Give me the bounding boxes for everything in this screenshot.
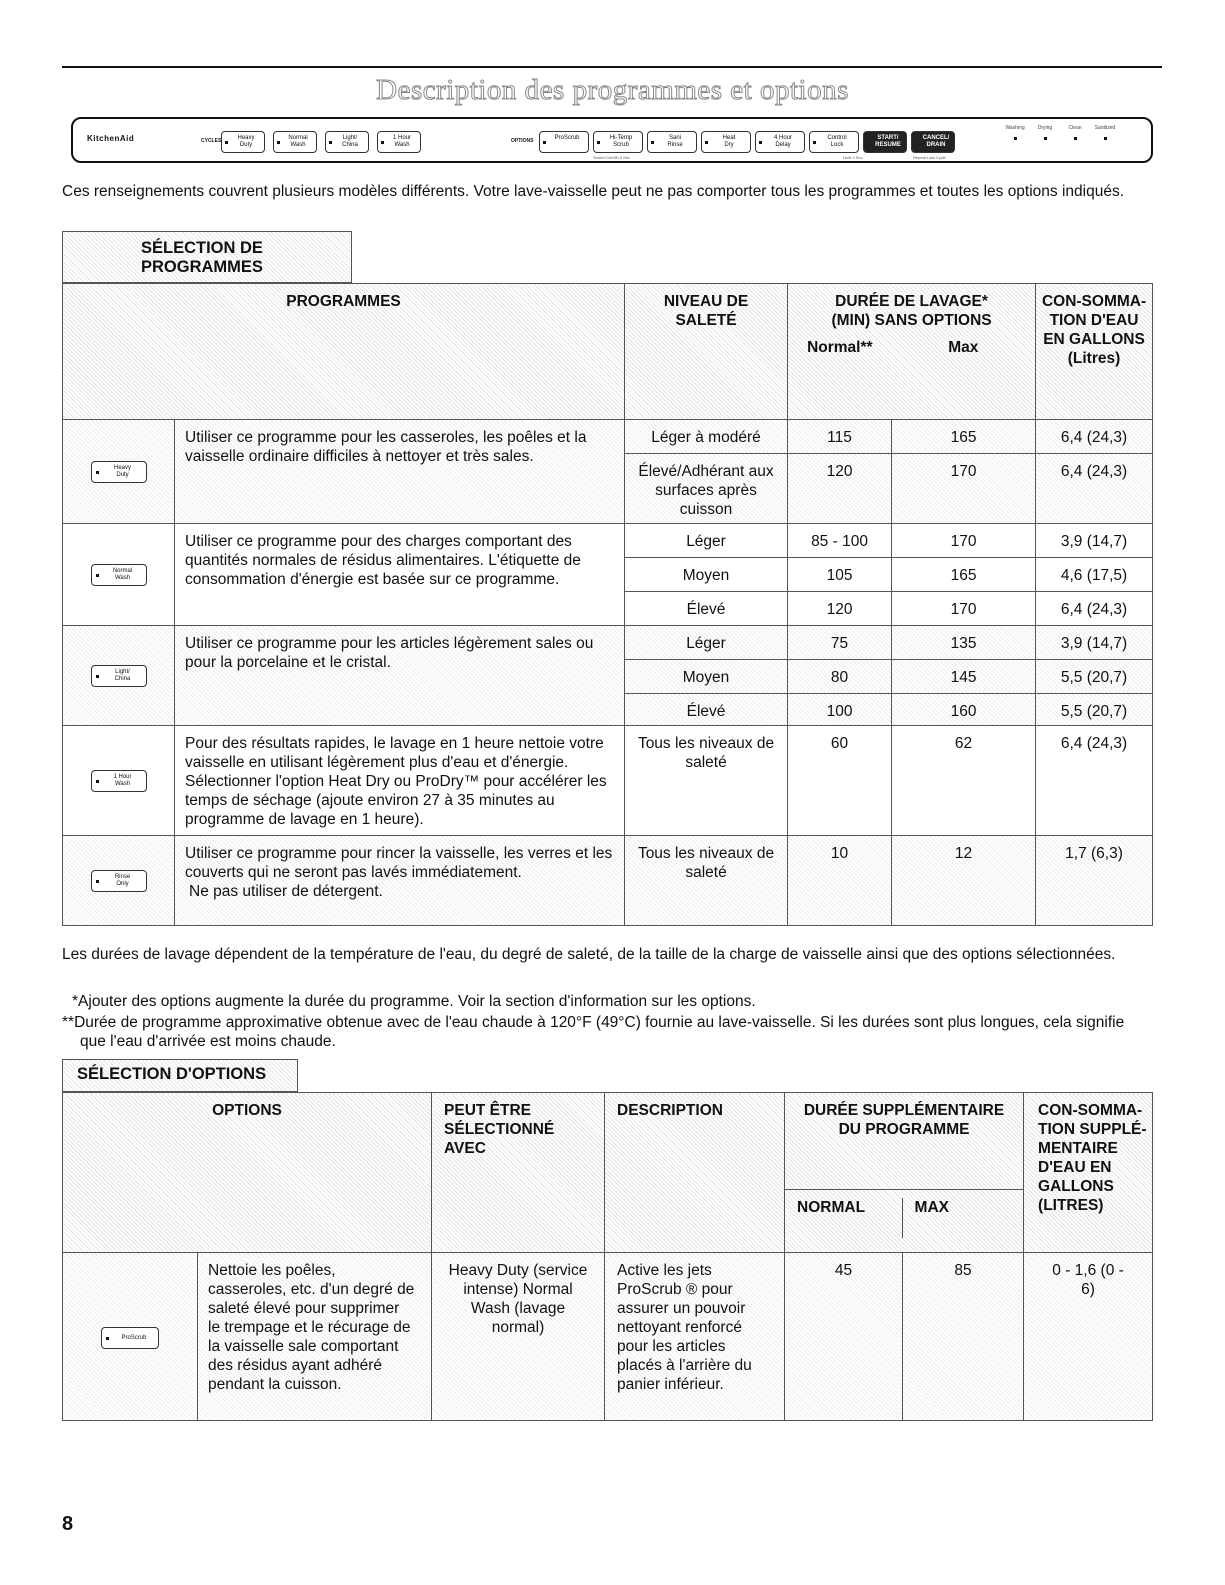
panel-button-cycle: Normal Wash: [273, 131, 317, 153]
soil-level: Moyen: [625, 558, 788, 592]
cycle-description: Utiliser ce programme pour des charges comportant des quantités normales de résidus alimentaires. L'étiquette de consommation d'énergie est basée sur ce programme.: [175, 524, 625, 626]
cycle-icon-cell: [63, 524, 175, 626]
extra-water-consumption: 0 - 1,6 (0 - 6): [1024, 1253, 1153, 1421]
intro-text: Ces renseignements couvrent plusieurs modèles différents. Votre lave-vaisselle peut ne pas comporter tous les programmes et toutes les options indiqués.: [62, 183, 1125, 200]
duration-normal: 100: [788, 694, 892, 726]
header-max: MAX: [914, 1199, 949, 1216]
indicator-light: [1044, 137, 1047, 140]
option-icon-cell: [63, 1253, 198, 1421]
indicator-label: Washing: [1005, 125, 1025, 131]
soil-level: Tous les niveaux de saleté: [625, 836, 788, 926]
panel-button-option: ProScrub: [539, 131, 589, 153]
duration-max: 165: [892, 420, 1036, 454]
water-consumption: 6,4 (24,3): [1036, 726, 1153, 836]
duration-max: 12: [892, 836, 1036, 926]
panel-sublabel: Sound On/Off=3 Sec: [593, 155, 630, 160]
cycle-description: Utiliser ce programme pour rincer la vaisselle, les verres et les couverts qui ne seront pas lavés immédiatement. Ne pas utiliser de détergent.: [175, 836, 625, 926]
header-peut-etre-selectionne: PEUT ÊTRE SÉLECTIONNÉ AVEC: [432, 1093, 605, 1253]
top-rule: [62, 66, 1162, 68]
soil-level: Moyen: [625, 660, 788, 694]
cycle-button-icon: 1 Hour Wash: [91, 770, 147, 792]
water-consumption: 5,5 (20,7): [1036, 694, 1153, 726]
soil-level: Élevé: [625, 694, 788, 726]
cycle-button-icon: Normal Wash: [91, 564, 147, 586]
duration-max: 135: [892, 626, 1036, 660]
duration-normal: 75: [788, 626, 892, 660]
cycles-section-title: SÉLECTION DE PROGRAMMES: [62, 231, 352, 283]
duration-max: 165: [892, 558, 1036, 592]
header-options: OPTIONS: [63, 1093, 432, 1253]
cycle-description: Utiliser ce programme pour les articles légèrement sales ou pour la porcelaine et le cristal.: [175, 626, 625, 726]
panel-button-option: Heat Dry: [701, 131, 751, 153]
header-programmes: PROGRAMMES: [63, 284, 625, 420]
duration-max: 62: [892, 726, 1036, 836]
option-button-icon: ProScrub: [101, 1327, 159, 1349]
cycle-button-icon: Heavy Duty: [91, 461, 147, 483]
panel-button-cycle: 1 Hour Wash: [377, 131, 421, 153]
cycles-label: CYCLES: [201, 138, 222, 144]
panel-button-option: Control Lock: [809, 131, 859, 153]
page-title: Description des programmes et options: [376, 74, 849, 106]
soil-level: Élevé/Adhérant aux surfaces après cuisson: [625, 454, 788, 524]
water-consumption: 4,6 (17,5): [1036, 558, 1153, 592]
indicator-label: Drying: [1037, 125, 1053, 131]
header-duree-supplementaire: DURÉE SUPPLÉMENTAIRE DU PROGRAMME NORMAL MAX: [785, 1093, 1024, 1253]
panel-sublabel: Repeat Last Cycle: [913, 155, 946, 160]
soil-level: Léger: [625, 524, 788, 558]
duration-normal: 105: [788, 558, 892, 592]
panel-button-start: START/ RESUME: [863, 131, 907, 153]
water-consumption: 5,5 (20,7): [1036, 660, 1153, 694]
cycle-description-note: Ne pas utiliser de détergent.: [189, 883, 383, 900]
duration-max: 160: [892, 694, 1036, 726]
panel-button-option: Sani Rinse: [647, 131, 697, 153]
panel-button-option: 4 Hour Delay: [755, 131, 805, 153]
cycle-icon-cell: [63, 626, 175, 726]
header-normal: NORMAL: [785, 1198, 903, 1238]
header-consommation: CON-SOMMA-TION D'EAU EN GALLONS (Litres): [1036, 284, 1153, 420]
duration-normal: 120: [788, 592, 892, 626]
note-options: *Ajouter des options augmente la durée du programme. Voir la section d'information sur les options.: [72, 993, 756, 1010]
control-panel-illustration: [71, 117, 1153, 163]
water-consumption: 1,7 (6,3): [1036, 836, 1153, 926]
cycle-icon-cell: [63, 836, 175, 926]
duration-normal: 60: [788, 726, 892, 836]
cycle-description: Pour des résultats rapides, le lavage en 1 heure nettoie votre vaisselle en utilisant légèrement plus d'eau et d'énergie. Sélectionner l'option Heat Dry ou ProDry™ pour accélérer les temps de séchage (ajoute environ 27 à 35 minutes au programme de lavage en 1 heure).: [175, 726, 625, 836]
panel-button-cycle: Heavy Duty: [221, 131, 265, 153]
soil-level: Élevé: [625, 592, 788, 626]
header-max: Max: [948, 339, 979, 356]
duration-max: 145: [892, 660, 1036, 694]
soil-level: Léger à modéré: [625, 420, 788, 454]
indicator-light: [1074, 137, 1077, 140]
panel-button-option: Hi-Temp Scrub: [593, 131, 643, 153]
options-table: [62, 1092, 1153, 1421]
cycle-button-icon: Light/ China: [91, 665, 147, 687]
water-consumption: 6,4 (24,3): [1036, 454, 1153, 524]
options-label: OPTIONS: [511, 138, 534, 144]
note-temperature: **Durée de programme approximative obtenue avec de l'eau chaude à 120°F (49°C) fournie au lave-vaisselle. Si les durées sont plus longues, cela signifie que l'eau d'arrivée est moins chaude.: [62, 1014, 1125, 1050]
cycle-row: [63, 836, 1153, 926]
cycle-row: [63, 524, 1153, 558]
water-consumption: 3,9 (14,7): [1036, 524, 1153, 558]
option-detail: Active les jets ProScrub ® pour assurer un pouvoir nettoyant renforcé pour les articles placés à l'arrière du panier inférieur.: [605, 1253, 785, 1421]
panel-button-cancel: CANCEL/ DRAIN: [911, 131, 955, 153]
cycle-row: [63, 420, 1153, 454]
cycle-row: [63, 626, 1153, 660]
cycle-icon-cell: [63, 420, 175, 524]
soil-level: Tous les niveaux de saleté: [625, 726, 788, 836]
extra-duration-max: 85: [903, 1253, 1024, 1421]
indicator-label: Sanitized: [1094, 125, 1116, 131]
option-row: [63, 1253, 1153, 1421]
option-description: Nettoie les poêles, casseroles, etc. d'un degré de saleté élevé pour supprimer le trempage et le récurage de la vaisselle sale comportant des résidus ayant adhéré pendant la cuisson.: [198, 1253, 432, 1421]
cycle-button-icon: Rinse Only: [91, 870, 147, 892]
header-duree: DURÉE DE LAVAGE* (MIN) SANS OPTIONS Normal** Max: [788, 284, 1036, 420]
header-consommation-supplementaire: CON-SOMMA-TION SUPPLÉ-MENTAIRE D'EAU EN GALLONS (LITRES): [1024, 1093, 1153, 1253]
duration-max: 170: [892, 524, 1036, 558]
duration-normal: 115: [788, 420, 892, 454]
panel-sublabel: Hold 3 Sec: [843, 155, 863, 160]
options-section-title: SÉLECTION D'OPTIONS: [62, 1059, 298, 1092]
cycle-description: Utiliser ce programme pour les casseroles, les poêles et la vaisselle ordinaire difficiles à nettoyer et très sales.: [175, 420, 625, 524]
water-consumption: 3,9 (14,7): [1036, 626, 1153, 660]
option-selectable-with: Heavy Duty (service intense) Normal Wash (lavage normal): [432, 1253, 605, 1421]
cycle-icon-cell: [63, 726, 175, 836]
water-consumption: 6,4 (24,3): [1036, 592, 1153, 626]
duration-normal: 120: [788, 454, 892, 524]
brand-logo: KitchenAid: [87, 134, 135, 143]
header-normal: Normal**: [807, 339, 873, 356]
indicator-label: Clean: [1068, 125, 1082, 131]
page-number: 8: [62, 1513, 74, 1535]
cycles-table: [62, 283, 1153, 926]
cycle-row: [63, 726, 1153, 836]
indicator-light: [1014, 137, 1017, 140]
water-consumption: 6,4 (24,3): [1036, 420, 1153, 454]
duration-normal: 80: [788, 660, 892, 694]
note-duration: Les durées de lavage dépendent de la température de l'eau, du degré de saleté, de la taille de la charge de vaisselle ainsi que des options sélectionnées.: [62, 946, 1116, 963]
extra-duration-normal: 45: [785, 1253, 903, 1421]
panel-button-cycle: Light/ China: [325, 131, 369, 153]
soil-level: Léger: [625, 626, 788, 660]
header-niveau: NIVEAU DE SALETÉ: [625, 284, 788, 420]
duration-normal: 10: [788, 836, 892, 926]
duration-normal: 85 - 100: [788, 524, 892, 558]
duration-max: 170: [892, 592, 1036, 626]
duration-max: 170: [892, 454, 1036, 524]
header-description: DESCRIPTION: [605, 1093, 785, 1253]
indicator-light: [1104, 137, 1107, 140]
